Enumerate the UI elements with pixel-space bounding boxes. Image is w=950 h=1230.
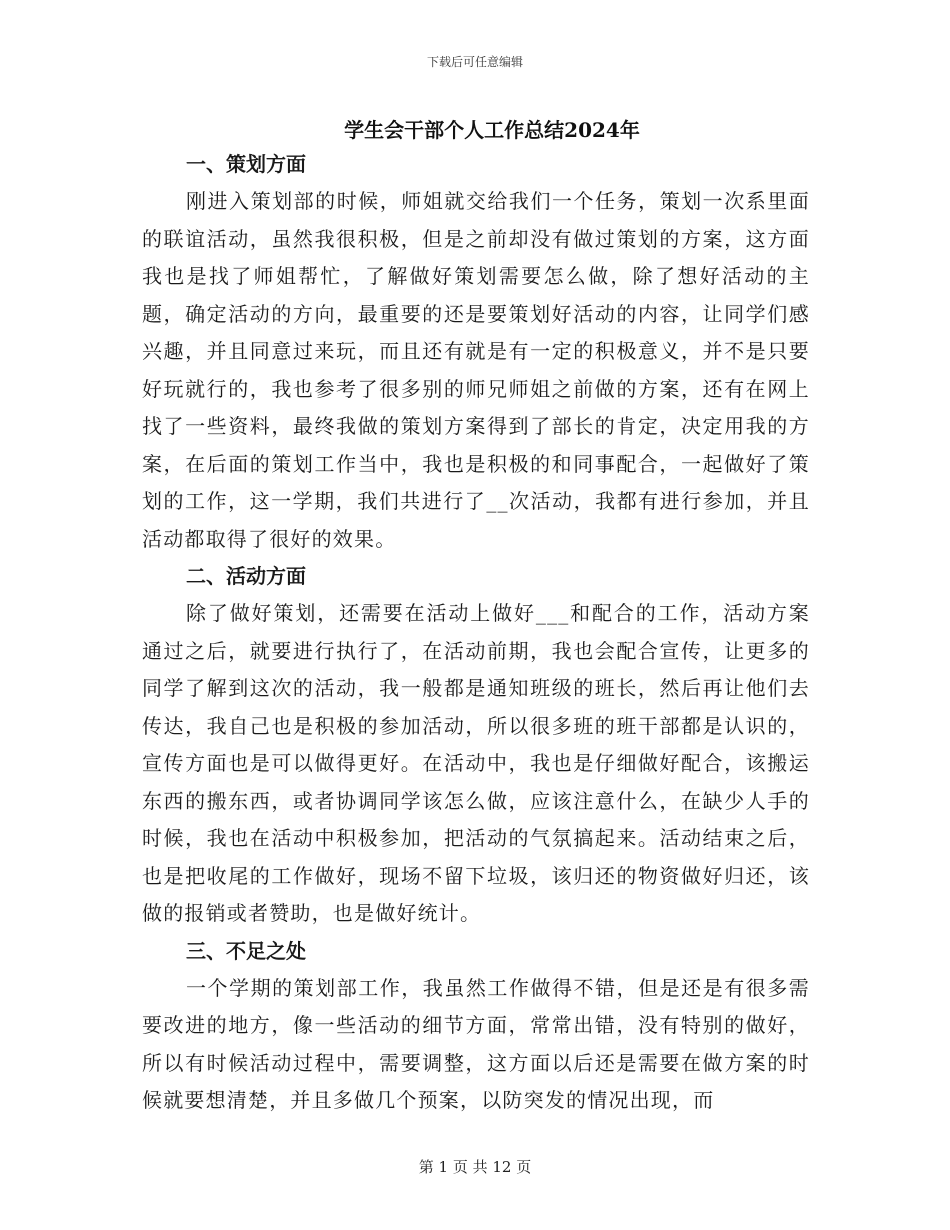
document-title: 学生会干部个人工作总结2024年 — [344, 118, 640, 142]
section-paragraph-activities: 除了做好策划，还需要在活动上做好___和配合的工作，活动方案通过之后，就要进行执行了，在活动前期，我也会配合宣传，让更多的同学了解到这次的活动，我一般都是通知班级的班长，然后再让他们去传达，我自己也是积极的参加活动，所以很多班的班干部都是认识的，宣传方面也是可以做得更好。在活动中，我也是仔细做好配合，该搬运东西的搬东西，或者协调同学该怎么做，应该注意什么，在缺少人手的时候，我也在活动中积极参加，把活动的气氛搞起来。活动结束之后，也是把收尾的工作做好，现场不留下垃圾，该归还的物资做好归还，该做的报销或者赞助，也是做好统计。 — [142, 601, 810, 925]
section-heading-shortcomings: 三、不足之处 — [186, 938, 306, 963]
section-paragraph-planning: 刚进入策划部的时候，师姐就交给我们一个任务，策划一次系里面的联谊活动，虽然我很积极，但是之前却没有做过策划的方案，这方面我也是找了师姐帮忙，了解做好策划需要怎么做，除了想好活动的主题，确定活动的方向，最重要的还是要策划好活动的内容，让同学们感兴趣，并且同意过来玩，而且还有就是有一定的积极意义，并不是只要好玩就行的，我也参考了很多别的师兄师姐之前做的方案，还有在网上找了一些资料，最终我做的策划方案得到了部长的肯定，决定用我的方案，在后面的策划工作当中，我也是积极的和同事配合，一起做好了策划的工作，这一学期，我们共进行了__次活动，我都有进行参加，并且活动都取得了很好的效果。 — [142, 189, 810, 551]
document-body — [142, 146, 810, 1120]
section-heading-planning: 一、策划方面 — [186, 152, 306, 176]
section-heading-activities: 二、活动方面 — [186, 564, 306, 588]
page-number-footer: 第 1 页 共 12 页 — [418, 1158, 532, 1176]
header-note: 下载后可任意编辑 — [426, 55, 523, 69]
section-paragraph-shortcomings: 一个学期的策划部工作，我虽然工作做得不错，但是还是有很多需要改进的地方，像一些活动的细节方面，常常出错，没有特别的做好，所以有时候活动过程中，需要调整，这方面以后还是需要在做方案的时候就要想清楚，并且多做几个预案，以防突发的情况出现，而 — [142, 975, 810, 1112]
